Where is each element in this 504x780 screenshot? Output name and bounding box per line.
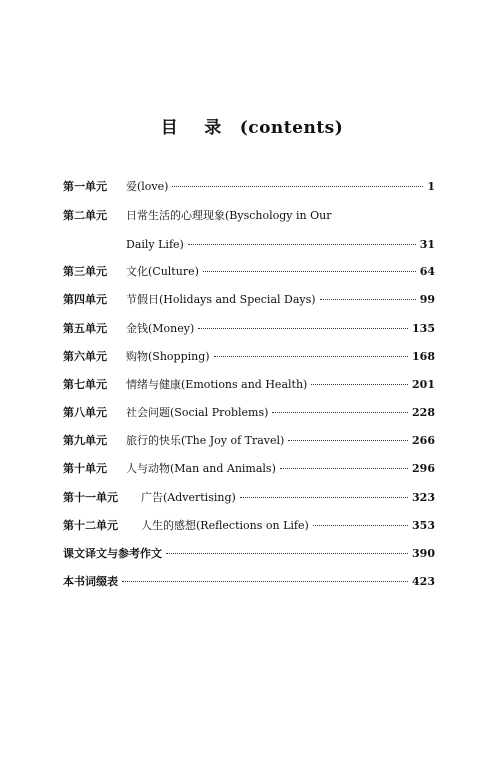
toc-entry-unit-3[interactable] <box>63 265 435 279</box>
dot-leader <box>214 356 408 357</box>
toc-entry-translations[interactable] <box>63 547 435 561</box>
toc-entry-unit-7[interactable] <box>63 378 435 392</box>
toc-page-number: 1 <box>427 180 435 193</box>
toc-unit-label: 第一单元 <box>63 180 107 193</box>
toc-entry-title: 日常生活的心理现象(Byschology in Our <box>126 209 332 222</box>
toc-unit-label: 第五单元 <box>63 322 107 335</box>
toc-unit-label: 第三单元 <box>63 265 107 278</box>
toc-entry-unit-2[interactable] <box>63 209 435 223</box>
toc-page-number: 423 <box>412 575 435 588</box>
toc-entry-unit-4[interactable] <box>63 293 435 307</box>
dot-leader <box>188 244 416 245</box>
dot-leader <box>313 525 408 526</box>
toc-entry-title-continued: Daily Life) <box>126 238 184 251</box>
toc-unit-label: 第十一单元 <box>63 491 118 504</box>
toc-page-number: 99 <box>419 293 435 306</box>
toc-entry-title: 广告(Advertising) <box>141 491 236 504</box>
toc-page-number: 353 <box>412 519 435 532</box>
table-of-contents <box>63 0 435 780</box>
toc-entry-title: 社会问题(Social Problems) <box>126 406 269 419</box>
toc-page-number: 390 <box>412 547 435 560</box>
toc-unit-label: 第四单元 <box>63 293 107 306</box>
toc-page-number: 135 <box>412 322 435 335</box>
toc-entry-unit-1[interactable] <box>63 180 435 194</box>
toc-entry-unit-10[interactable] <box>63 462 435 476</box>
toc-unit-label: 第六单元 <box>63 350 107 363</box>
toc-entry-unit-6[interactable] <box>63 350 435 364</box>
toc-unit-label: 第七单元 <box>63 378 107 391</box>
toc-entry-title: 情绪与健康(Emotions and Health) <box>126 378 308 391</box>
title-char-mu: 目 <box>160 118 179 138</box>
toc-entry-title: 课文译文与参考作文 <box>63 547 162 560</box>
toc-page-number: 266 <box>412 434 435 447</box>
toc-entry-title: 本书词缀表 <box>63 575 118 588</box>
toc-unit-label: 第二单元 <box>63 209 107 222</box>
toc-unit-label: 第九单元 <box>63 434 107 447</box>
toc-entry-unit-12[interactable] <box>63 519 435 533</box>
dot-leader <box>198 328 408 329</box>
dot-leader <box>166 553 408 554</box>
toc-entry-title: 旅行的快乐(The Joy of Travel) <box>126 434 285 447</box>
toc-entry-title: 购物(Shopping) <box>126 350 210 363</box>
toc-page-number: 228 <box>412 406 435 419</box>
toc-entry-title: 节假日(Holidays and Special Days) <box>126 293 316 306</box>
toc-entry-unit-5[interactable] <box>63 322 435 336</box>
toc-page-number: 201 <box>412 378 435 391</box>
toc-page-number: 168 <box>412 350 435 363</box>
toc-page-number: 64 <box>419 265 435 278</box>
dot-leader <box>288 440 408 441</box>
title-contents: (contents) <box>239 118 344 138</box>
toc-page-number: 323 <box>412 491 435 504</box>
toc-entry-unit-2-continued[interactable] <box>126 238 435 252</box>
toc-entry-title: 人与动物(Man and Animals) <box>126 462 276 475</box>
toc-entry-unit-11[interactable] <box>63 491 435 505</box>
toc-entry-title: 金钱(Money) <box>126 322 195 335</box>
toc-unit-label: 第八单元 <box>63 406 107 419</box>
toc-page-number: 296 <box>412 462 435 475</box>
dot-leader <box>320 299 416 300</box>
toc-entry-unit-8[interactable] <box>63 406 435 420</box>
dot-leader <box>240 497 408 498</box>
dot-leader <box>311 384 408 385</box>
toc-unit-label: 第十单元 <box>63 462 107 475</box>
dot-leader <box>280 468 408 469</box>
toc-entry-unit-9[interactable] <box>63 434 435 448</box>
dot-leader <box>172 186 423 187</box>
toc-unit-label: 第十二单元 <box>63 519 118 532</box>
title-char-lu: 录 <box>204 118 222 138</box>
dot-leader <box>122 581 408 582</box>
dot-leader <box>272 412 408 413</box>
toc-entry-title: 人生的感想(Reflections on Life) <box>141 519 309 532</box>
toc-entry-title: 文化(Culture) <box>126 265 199 278</box>
toc-entry-title: 爱(love) <box>126 180 169 193</box>
toc-entry-affix-table[interactable] <box>63 575 435 589</box>
toc-page-number: 31 <box>419 238 435 251</box>
dot-leader <box>203 271 416 272</box>
